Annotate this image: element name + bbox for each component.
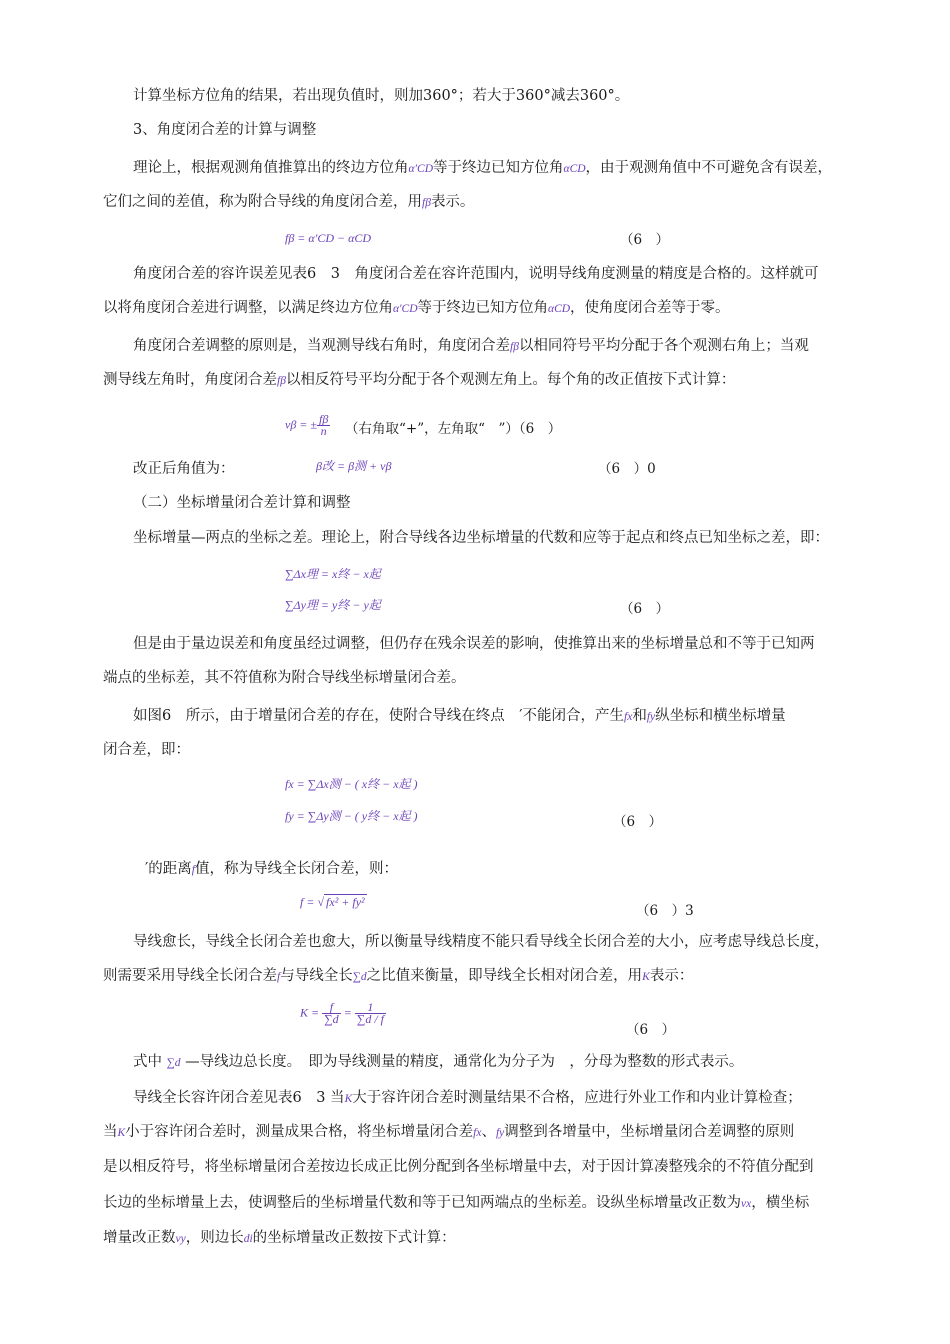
paragraph: 端点的坐标差，其不符值称为附合导线坐标增量闭合差。: [103, 670, 466, 686]
formula-alpha-cd: αCD: [563, 163, 586, 175]
equation-number: （6 ）: [626, 1022, 676, 1038]
formula-sum-d: ∑d: [166, 1057, 181, 1069]
formula-k: K: [117, 1127, 126, 1139]
text: 表示。: [430, 194, 475, 210]
text: ，横坐标: [751, 1195, 810, 1211]
formula-vx: vx: [741, 1198, 752, 1210]
equation-number: （6 ）: [620, 232, 670, 248]
text: 长边的坐标增量上去，使调整后的坐标增量代数和等于已知两端点的坐标差。设纵坐标增量改正数为: [103, 1195, 741, 1211]
equation-number: （6 ）3: [636, 903, 694, 919]
text: 之比值来衡量，即导线全长相对闭合差，用: [366, 968, 643, 984]
equation: [285, 414, 330, 437]
equation: ∑Δy理 = y终 − y起: [285, 598, 381, 612]
text: ，则边长: [185, 1230, 244, 1246]
text: 如图6 所示，由于增量闭合差的存在，使附合导线在终点 ′不能闭合，产生: [133, 708, 625, 724]
text: 与导线全长: [280, 968, 353, 984]
text: ′的距离: [145, 861, 192, 877]
denominator: n: [320, 424, 327, 438]
text: 、: [481, 1124, 496, 1140]
formula-f: f: [277, 971, 281, 983]
equation: fy = ∑Δy测 − ( y终 − x起 ): [285, 809, 418, 823]
paragraph: 计算坐标方位角的结果，若出现负值时，则加360°；若大于360°减去360°。: [133, 88, 630, 104]
text: 导线全长容许闭合差见表6 3 当: [133, 1090, 345, 1106]
text: 调整到各增量中，坐标增量闭合差调整的原则: [504, 1124, 795, 1140]
formula-f-beta: fβ: [510, 341, 519, 353]
text: 角度闭合差调整的原则是，当观测导线右角时，角度闭合差: [133, 338, 510, 354]
text: 增量改正数: [103, 1230, 176, 1246]
numerator: f: [322, 1002, 341, 1014]
paragraph: 坐标增量—两点的坐标之差。理论上，附合导线各边坐标增量的代数和应等于起点和终点已知坐标之差，即：: [133, 530, 829, 546]
formula-fy: fy: [646, 711, 656, 723]
text: ，使角度闭合差等于零。: [570, 300, 730, 316]
formula-fy: fy: [495, 1127, 505, 1139]
text: 测导线左角时，角度闭合差: [103, 372, 277, 388]
formula-di: di: [243, 1233, 253, 1245]
formula-k: K: [344, 1093, 353, 1105]
text: 它们之间的差值，称为附合导线的角度闭合差，用: [103, 194, 422, 210]
equation-lhs: f =: [300, 895, 315, 909]
numerator: 1: [355, 1002, 386, 1014]
formula-alpha-cd: αCD: [548, 303, 571, 315]
equation-number: （6 ）0: [598, 461, 656, 477]
text: 理论上，根据观测角值推算出的终边方位角: [133, 160, 409, 176]
equation-lhs: K =: [300, 1005, 320, 1020]
paragraph: [133, 1088, 802, 1109]
paragraph: [103, 1193, 809, 1214]
text: 以相同符号平均分配于各个观测右角上；当观: [518, 338, 809, 354]
paragraph: [133, 336, 809, 357]
denominator: ∑d / f: [356, 1012, 385, 1026]
text: 表示：: [649, 968, 694, 984]
text: 纵坐标和横坐标增量: [655, 708, 786, 724]
formula-k: K: [642, 971, 650, 983]
formula-vy: vy: [175, 1233, 186, 1245]
paragraph: [103, 1122, 794, 1143]
formula-sum-d: ∑d: [352, 971, 367, 983]
text: 以将角度闭合差进行调整，以满足终边方位角: [103, 300, 393, 316]
text: 大于容许闭合差时测量结果不合格，应进行外业工作和内业计算检查；: [352, 1090, 802, 1106]
fraction: [317, 414, 330, 437]
text: 的坐标增量改正数按下式计算：: [252, 1230, 456, 1246]
formula-fx: fx: [624, 711, 633, 723]
text: 以相反符号平均分配于各个观测左角上。每个角的改正值按下式计算：: [285, 372, 736, 388]
fraction: [355, 1002, 386, 1025]
text: 小于容许闭合差时，测量成果合格，将坐标增量闭合差: [125, 1124, 474, 1140]
paragraph: [103, 966, 693, 987]
paragraph: [103, 298, 730, 319]
equation-number: （6 ）: [620, 601, 670, 617]
equation-number: （6 ）: [613, 814, 663, 830]
text: 当: [103, 1124, 118, 1140]
paragraph: [133, 1052, 743, 1073]
equals-sign: =: [343, 1005, 352, 1020]
text: 等于终边已知方位角: [433, 160, 564, 176]
paragraph: [103, 1228, 456, 1249]
equation: ∑Δx理 = x终 − x起: [285, 567, 381, 581]
paragraph: [103, 370, 735, 391]
paragraph: [145, 859, 398, 880]
paragraph: 是以相反符号，将坐标增量闭合差按边长成正比例分配到各坐标增量中去，对于因计算凑整残余的不符值分配到: [103, 1159, 814, 1175]
formula-alpha-cd-calc: α′CD: [393, 303, 418, 315]
paragraph: [133, 706, 786, 727]
text: 值，称为导线全长闭合差，则：: [195, 861, 398, 877]
denominator: ∑d: [324, 1012, 339, 1026]
section-heading: （二）坐标增量闭合差计算和调整: [133, 495, 351, 511]
formula-f-beta: fβ: [422, 197, 431, 209]
numerator: fβ: [319, 412, 329, 426]
paragraph: 改正后角值为：: [133, 461, 235, 477]
formula-f: f: [191, 864, 195, 876]
formula-alpha-cd-calc: α′CD: [408, 163, 434, 175]
equation-note: （右角取“+”，左角取“ ”）（6 ）: [345, 421, 562, 437]
paragraph: 闭合差，即：: [103, 742, 190, 758]
equation: f = √ fx² + fy²: [300, 895, 365, 909]
text: 等于终边已知方位角: [417, 300, 549, 316]
equation: fx = ∑Δx测 − ( x终 − x起 ): [285, 777, 418, 791]
radicand: fx² + fy²: [326, 895, 365, 909]
text: 则需要采用导线全长闭合差: [103, 968, 277, 984]
equation: [300, 1002, 386, 1025]
formula-f-beta: fβ: [277, 375, 286, 387]
text: 和: [632, 708, 647, 724]
formula-fx: fx: [473, 1127, 482, 1139]
text: ，由于观测角值中不可避免含有误差，: [585, 160, 833, 176]
paragraph: [133, 158, 832, 179]
equation: β改 = β测 + vβ: [316, 459, 392, 473]
equation-lhs: vβ = ±: [285, 417, 317, 432]
text: 式中: [133, 1054, 162, 1070]
section-heading: 3、角度闭合差的计算与调整: [133, 122, 317, 138]
paragraph: 但是由于量边误差和角度虽经过调整，但仍存在残余误差的影响，使推算出来的坐标增量总和不等于已知两: [133, 636, 815, 652]
fraction: [322, 1002, 341, 1025]
text: —导线边总长度。 即为导线测量的精度，通常化为分子为 ，分母为整数的形式表示。: [185, 1054, 744, 1070]
equation: fβ = α′CD − αCD: [285, 231, 372, 245]
paragraph: [103, 192, 474, 213]
paragraph: 导线愈长，导线全长闭合差也愈大，所以衡量导线精度不能只看导线全长闭合差的大小，应考虑导线总长度，: [133, 934, 829, 950]
paragraph: 角度闭合差的容许误差见表6 3 角度闭合差在容许范围内，说明导线角度测量的精度是合格的。这样就可: [133, 266, 819, 282]
